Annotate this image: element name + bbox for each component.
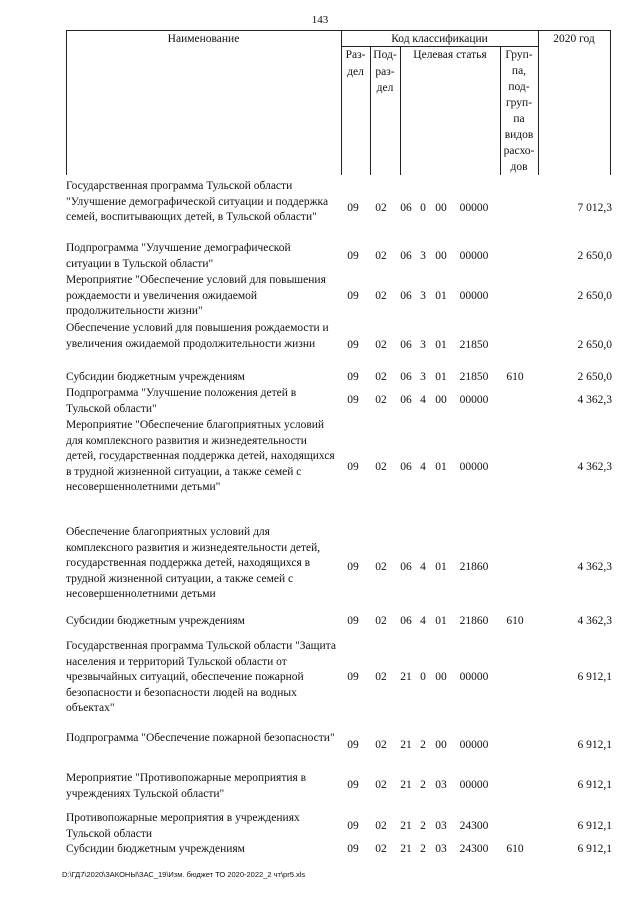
amount-cell: 2 650,0 <box>577 371 612 383</box>
podrazdel-cell: 02 <box>375 202 387 214</box>
amount-cell: 6 912,1 <box>577 820 612 832</box>
amount-cell: 2 650,0 <box>577 250 612 262</box>
subprogram-code-cell: 2 <box>420 779 426 791</box>
event-code-cell: 03 <box>435 779 447 791</box>
event-code-cell: 00 <box>435 202 447 214</box>
podrazdel-cell: 02 <box>375 290 387 302</box>
program-code-cell: 21 <box>400 843 412 855</box>
event-code-cell: 03 <box>435 820 447 832</box>
direction-code-cell: 21850 <box>459 339 489 351</box>
program-code-cell: 21 <box>400 779 412 791</box>
event-code-cell: 00 <box>435 250 447 262</box>
program-code-cell: 21 <box>400 671 412 683</box>
event-code-cell: 00 <box>435 739 447 751</box>
direction-code-cell: 00000 <box>459 739 489 751</box>
direction-code-cell: 00000 <box>459 461 489 473</box>
row-name: Подпрограмма "Улучшение демографической ситуации в Тульской области" <box>66 242 291 270</box>
amount-cell: 4 362,3 <box>577 461 612 473</box>
program-code-cell: 06 <box>400 250 412 262</box>
program-code-cell: 06 <box>400 615 412 627</box>
row-name: Субсидии бюджетным учреждениям <box>66 371 245 383</box>
subprogram-code-cell: 0 <box>420 671 426 683</box>
subprogram-code-cell: 0 <box>420 202 426 214</box>
event-code-cell: 03 <box>435 843 447 855</box>
subprogram-code-cell: 2 <box>420 843 426 855</box>
program-code-cell: 06 <box>400 461 412 473</box>
program-code-cell: 06 <box>400 371 412 383</box>
table-header <box>66 30 611 175</box>
amount-cell: 6 912,1 <box>577 843 612 855</box>
podrazdel-cell: 02 <box>375 779 387 791</box>
direction-code-cell: 24300 <box>459 820 489 832</box>
row-name: Мероприятие "Обеспечение благоприятных условий для комплексного развития и жизнедеятельности детей, государственная поддержка детей, находящихся в трудной жизненной ситуации, а также семей с несовершеннолетними детьми" <box>66 419 335 493</box>
expense-group-cell: 610 <box>506 843 524 855</box>
podrazdel-cell: 02 <box>375 820 387 832</box>
podrazdel-cell: 02 <box>375 843 387 855</box>
podrazdel-cell: 02 <box>375 339 387 351</box>
row-name: Подпрограмма "Обеспечение пожарной безопасности" <box>66 732 335 744</box>
razdel-cell: 09 <box>347 339 359 351</box>
program-code-cell: 06 <box>400 394 412 406</box>
amount-cell: 7 012,3 <box>577 202 612 214</box>
razdel-cell: 09 <box>347 779 359 791</box>
podrazdel-cell: 02 <box>375 615 387 627</box>
row-name: Государственная программа Тульской области "Защита населения и территорий Тульской области от чрезвычайных ситуаций, обеспечение пожарной безопасности и безопасности людей на водных объектах" <box>66 640 336 714</box>
razdel-cell: 09 <box>347 739 359 751</box>
direction-code-cell: 21860 <box>459 615 489 627</box>
row-name: Подпрограмма "Улучшение положения детей в Тульской области" <box>66 387 297 415</box>
podrazdel-cell: 02 <box>375 461 387 473</box>
direction-code-cell: 21850 <box>459 371 489 383</box>
razdel-cell: 09 <box>347 394 359 406</box>
razdel-cell: 09 <box>347 461 359 473</box>
direction-code-cell: 00000 <box>459 394 489 406</box>
amount-cell: 4 362,3 <box>577 394 612 406</box>
razdel-cell: 09 <box>347 202 359 214</box>
program-code-cell: 06 <box>400 339 412 351</box>
event-code-cell: 01 <box>435 339 447 351</box>
row-name: Мероприятие "Обеспечение условий для повышения рождаемости и увеличения ожидаемой продолжительности жизни" <box>66 274 326 317</box>
row-name: Противопожарные мероприятия в учреждениях Тульской области <box>66 812 300 840</box>
razdel-cell: 09 <box>347 561 359 573</box>
header-gruppa: Груп- па, под- груп- па видов расхо- дов <box>503 49 535 173</box>
header-podrazdel: Под- раз- дел <box>373 49 397 94</box>
amount-cell: 2 650,0 <box>577 339 612 351</box>
header-year: 2020 год <box>553 33 595 45</box>
header-code: Код классификации <box>391 33 488 45</box>
program-code-cell: 21 <box>400 820 412 832</box>
direction-code-cell: 00000 <box>459 202 489 214</box>
event-code-cell: 01 <box>435 561 447 573</box>
subprogram-code-cell: 2 <box>420 739 426 751</box>
page-number: 143 <box>311 14 329 26</box>
expense-group-cell: 610 <box>506 615 524 627</box>
subprogram-code-cell: 4 <box>420 561 426 573</box>
program-code-cell: 06 <box>400 290 412 302</box>
podrazdel-cell: 02 <box>375 739 387 751</box>
event-code-cell: 01 <box>435 615 447 627</box>
direction-code-cell: 00000 <box>459 779 489 791</box>
event-code-cell: 01 <box>435 461 447 473</box>
amount-cell: 6 912,1 <box>577 779 612 791</box>
event-code-cell: 01 <box>435 290 447 302</box>
podrazdel-cell: 02 <box>375 371 387 383</box>
program-code-cell: 06 <box>400 202 412 214</box>
razdel-cell: 09 <box>347 371 359 383</box>
header-razdel: Раз- дел <box>345 49 366 78</box>
direction-code-cell: 21860 <box>459 561 489 573</box>
event-code-cell: 00 <box>435 394 447 406</box>
podrazdel-cell: 02 <box>375 561 387 573</box>
subprogram-code-cell: 4 <box>420 394 426 406</box>
subprogram-code-cell: 4 <box>420 615 426 627</box>
amount-cell: 4 362,3 <box>577 561 612 573</box>
direction-code-cell: 00000 <box>459 250 489 262</box>
podrazdel-cell: 02 <box>375 394 387 406</box>
subprogram-code-cell: 2 <box>420 820 426 832</box>
row-name: Обеспечение условий для повышения рождаемости и увеличения ожидаемой продолжительности жизни <box>66 322 329 350</box>
subprogram-code-cell: 3 <box>420 371 426 383</box>
amount-cell: 4 362,3 <box>577 615 612 627</box>
subprogram-code-cell: 3 <box>420 250 426 262</box>
amount-cell: 2 650,0 <box>577 290 612 302</box>
subprogram-code-cell: 3 <box>420 339 426 351</box>
podrazdel-cell: 02 <box>375 250 387 262</box>
podrazdel-cell: 02 <box>375 671 387 683</box>
razdel-cell: 09 <box>347 290 359 302</box>
event-code-cell: 00 <box>435 671 447 683</box>
event-code-cell: 01 <box>435 371 447 383</box>
row-name: Обеспечение благоприятных условий для комплексного развития и жизнедеятельности детей, государственная поддержка детей, находящихся в трудной жизненной ситуации, а также семей с несовершеннолетними детьми <box>66 526 321 600</box>
header-celevaya: Целевая статья <box>413 49 487 61</box>
program-code-cell: 21 <box>400 739 412 751</box>
razdel-cell: 09 <box>347 843 359 855</box>
program-code-cell: 06 <box>400 561 412 573</box>
file-path-footer: D:\ГД7\2020\ЗАКОНЫ\ЗАС_19\Изм. бюджет ТО 2020-2022_2 чт\pr5.xls <box>62 870 306 879</box>
subprogram-code-cell: 3 <box>420 290 426 302</box>
row-name: Государственная программа Тульской области "Улучшение демографической ситуации и поддержка семей, воспитывающих детей, в Тульской области" <box>66 180 329 223</box>
amount-cell: 6 912,1 <box>577 671 612 683</box>
subprogram-code-cell: 4 <box>420 461 426 473</box>
razdel-cell: 09 <box>347 250 359 262</box>
amount-cell: 6 912,1 <box>577 739 612 751</box>
razdel-cell: 09 <box>347 615 359 627</box>
expense-group-cell: 610 <box>506 371 524 383</box>
row-name: Субсидии бюджетным учреждениям <box>66 843 245 855</box>
row-name: Субсидии бюджетным учреждениям <box>66 615 245 627</box>
direction-code-cell: 00000 <box>459 671 489 683</box>
row-name: Мероприятие "Противопожарные мероприятия в учреждениях Тульской области" <box>66 772 307 800</box>
direction-code-cell: 00000 <box>459 290 489 302</box>
header-name: Наименование <box>167 33 240 45</box>
razdel-cell: 09 <box>347 671 359 683</box>
direction-code-cell: 24300 <box>459 843 489 855</box>
razdel-cell: 09 <box>347 820 359 832</box>
